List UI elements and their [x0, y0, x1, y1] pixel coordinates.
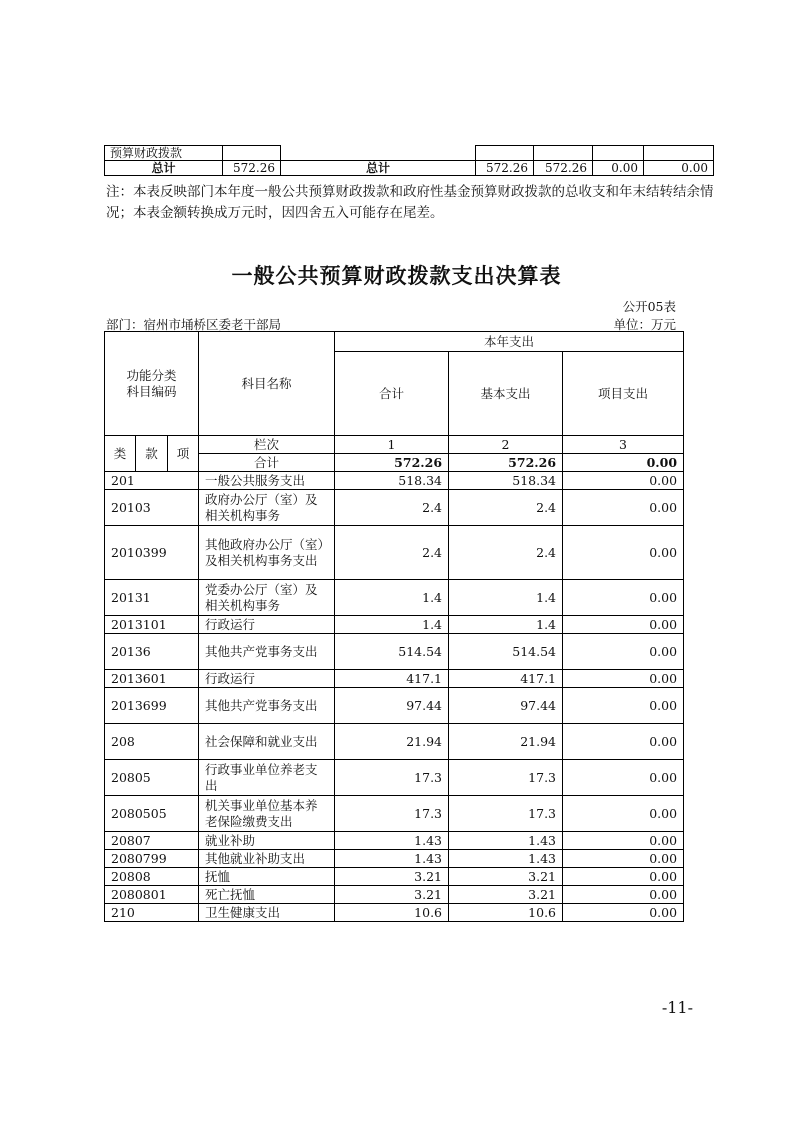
- project-cell: 0.00: [563, 832, 684, 850]
- subject-name: 其他政府办公厅（室）及相关机构事务支出: [199, 526, 335, 580]
- basic-cell: 514.54: [449, 634, 563, 670]
- table-note: 注：本表反映部门本年度一般公共预算财政拨款和政府性基金预算财政拨款的总收支和年末结转结余情况；本表金额转换成万元时，因四舍五入可能存在尾差。: [106, 184, 714, 221]
- basic-cell: 21.94: [449, 724, 563, 760]
- expense-table: [104, 331, 684, 922]
- total-value: 0.00: [593, 161, 644, 176]
- subject-code: 20808: [105, 868, 199, 886]
- subject-code: 2080505: [105, 796, 199, 832]
- basic-cell: 518.34: [449, 472, 563, 490]
- column-index: 2: [449, 436, 563, 454]
- total-label: 合计: [199, 454, 335, 472]
- subject-name: 死亡抚恤: [199, 886, 335, 904]
- basic-cell: 2.4: [449, 490, 563, 526]
- basic-cell: 17.3: [449, 796, 563, 832]
- table-row: [105, 760, 684, 796]
- project-cell: 0.00: [563, 472, 684, 490]
- project-cell: 0.00: [563, 868, 684, 886]
- form-code: 公开05表: [622, 299, 676, 314]
- total-value: 572.26: [476, 161, 534, 176]
- header-basic: 基本支出: [449, 352, 563, 436]
- table-row: [105, 634, 684, 670]
- table-row: [105, 886, 684, 904]
- column-index: 1: [335, 436, 449, 454]
- subject-code: 210: [105, 904, 199, 922]
- header-project: 项目支出: [563, 352, 684, 436]
- subject-code: 2080799: [105, 850, 199, 868]
- subject-name: 就业补助: [199, 832, 335, 850]
- subject-name: 抚恤: [199, 868, 335, 886]
- basic-cell: 3.21: [449, 886, 563, 904]
- basic-cell: 417.1: [449, 670, 563, 688]
- department-label: 部门：宿州市埇桥区委老干部局: [106, 317, 282, 332]
- table-row: [105, 832, 684, 850]
- total-cell: 1.4: [335, 580, 449, 616]
- subject-code: 2013101: [105, 616, 199, 634]
- table-row-total: [105, 161, 714, 176]
- subject-name: 机关事业单位基本养老保险缴费支出: [199, 796, 335, 832]
- header-lei: 类: [105, 436, 136, 472]
- project-cell: 0.00: [563, 616, 684, 634]
- subject-name: 社会保障和就业支出: [199, 724, 335, 760]
- total-cell: 1.4: [335, 616, 449, 634]
- total-cell: 2.4: [335, 526, 449, 580]
- basic-cell: 2.4: [449, 526, 563, 580]
- total-cell: 1.43: [335, 832, 449, 850]
- unit-label: 单位：万元: [613, 317, 676, 332]
- subject-code: 208: [105, 724, 199, 760]
- total-value: 0.00: [563, 454, 684, 472]
- page-title: 一般公共预算财政拨款支出决算表: [231, 264, 562, 288]
- table-body: [105, 472, 684, 922]
- column-index: 3: [563, 436, 684, 454]
- project-cell: 0.00: [563, 526, 684, 580]
- header-kuan: 款: [136, 436, 168, 472]
- basic-cell: 1.4: [449, 616, 563, 634]
- project-cell: 0.00: [563, 760, 684, 796]
- subject-name: 卫生健康支出: [199, 904, 335, 922]
- table-row: [105, 472, 684, 490]
- total-value: 572.26: [534, 161, 593, 176]
- total-label-left: 总计: [105, 161, 223, 176]
- table-row: [105, 490, 684, 526]
- subject-code: 20131: [105, 580, 199, 616]
- header-name: 科目名称: [199, 332, 335, 436]
- project-cell: 0.00: [563, 796, 684, 832]
- subject-code: 20807: [105, 832, 199, 850]
- table-row: [105, 670, 684, 688]
- total-cell: 3.21: [335, 868, 449, 886]
- total-cell: 3.21: [335, 886, 449, 904]
- subject-code: 2010399: [105, 526, 199, 580]
- summary-table-fragment: [104, 145, 714, 176]
- subject-name: 其他共产党事务支出: [199, 688, 335, 724]
- subject-code: 2013699: [105, 688, 199, 724]
- total-cell: 1.43: [335, 850, 449, 868]
- project-cell: 0.00: [563, 724, 684, 760]
- table-row: [105, 146, 714, 161]
- table-row: [105, 724, 684, 760]
- table-row: [105, 796, 684, 832]
- header-total: 合计: [335, 352, 449, 436]
- project-cell: 0.00: [563, 634, 684, 670]
- basic-cell: 3.21: [449, 868, 563, 886]
- total-value: 572.26: [335, 454, 449, 472]
- subject-name: 政府办公厅（室）及相关机构事务: [199, 490, 335, 526]
- total-cell: 17.3: [335, 796, 449, 832]
- subject-code: 201: [105, 472, 199, 490]
- project-cell: 0.00: [563, 670, 684, 688]
- row-label: 预算财政拨款: [105, 146, 223, 161]
- table-row: [105, 868, 684, 886]
- table-row: [105, 904, 684, 922]
- page-number: -11-: [661, 998, 693, 1017]
- total-value: 572.26: [449, 454, 563, 472]
- subject-name: 其他就业补助支出: [199, 850, 335, 868]
- subject-code: 2080801: [105, 886, 199, 904]
- subject-code: 20103: [105, 490, 199, 526]
- total-value-left: 572.26: [223, 161, 281, 176]
- project-cell: 0.00: [563, 904, 684, 922]
- table-row: [105, 688, 684, 724]
- total-cell: 17.3: [335, 760, 449, 796]
- subject-name: 行政事业单位养老支出: [199, 760, 335, 796]
- basic-cell: 1.43: [449, 832, 563, 850]
- project-cell: 0.00: [563, 580, 684, 616]
- total-cell: 518.34: [335, 472, 449, 490]
- project-cell: 0.00: [563, 886, 684, 904]
- table-row: [105, 580, 684, 616]
- subject-name: 行政运行: [199, 616, 335, 634]
- total-cell: 417.1: [335, 670, 449, 688]
- subject-name: 党委办公厅（室）及相关机构事务: [199, 580, 335, 616]
- subject-name: 其他共产党事务支出: [199, 634, 335, 670]
- subject-code: 20805: [105, 760, 199, 796]
- basic-cell: 1.43: [449, 850, 563, 868]
- project-cell: 0.00: [563, 688, 684, 724]
- header-year-expense: 本年支出: [335, 332, 684, 352]
- table-row: [105, 850, 684, 868]
- total-value: 0.00: [644, 161, 714, 176]
- total-cell: 10.6: [335, 904, 449, 922]
- subject-name: 行政运行: [199, 670, 335, 688]
- basic-cell: 10.6: [449, 904, 563, 922]
- subject-code: 20136: [105, 634, 199, 670]
- header-code: 功能分类 科目编码: [105, 332, 199, 436]
- total-cell: 2.4: [335, 490, 449, 526]
- table-row: [105, 526, 684, 580]
- column-index-label: 栏次: [199, 436, 335, 454]
- total-label-right: 总计: [281, 161, 476, 176]
- project-cell: 0.00: [563, 490, 684, 526]
- basic-cell: 17.3: [449, 760, 563, 796]
- basic-cell: 1.4: [449, 580, 563, 616]
- total-cell: 21.94: [335, 724, 449, 760]
- total-cell: 514.54: [335, 634, 449, 670]
- header-xiang: 项: [168, 436, 199, 472]
- project-cell: 0.00: [563, 850, 684, 868]
- basic-cell: 97.44: [449, 688, 563, 724]
- subject-code: 2013601: [105, 670, 199, 688]
- total-cell: 97.44: [335, 688, 449, 724]
- subject-name: 一般公共服务支出: [199, 472, 335, 490]
- table-row: [105, 616, 684, 634]
